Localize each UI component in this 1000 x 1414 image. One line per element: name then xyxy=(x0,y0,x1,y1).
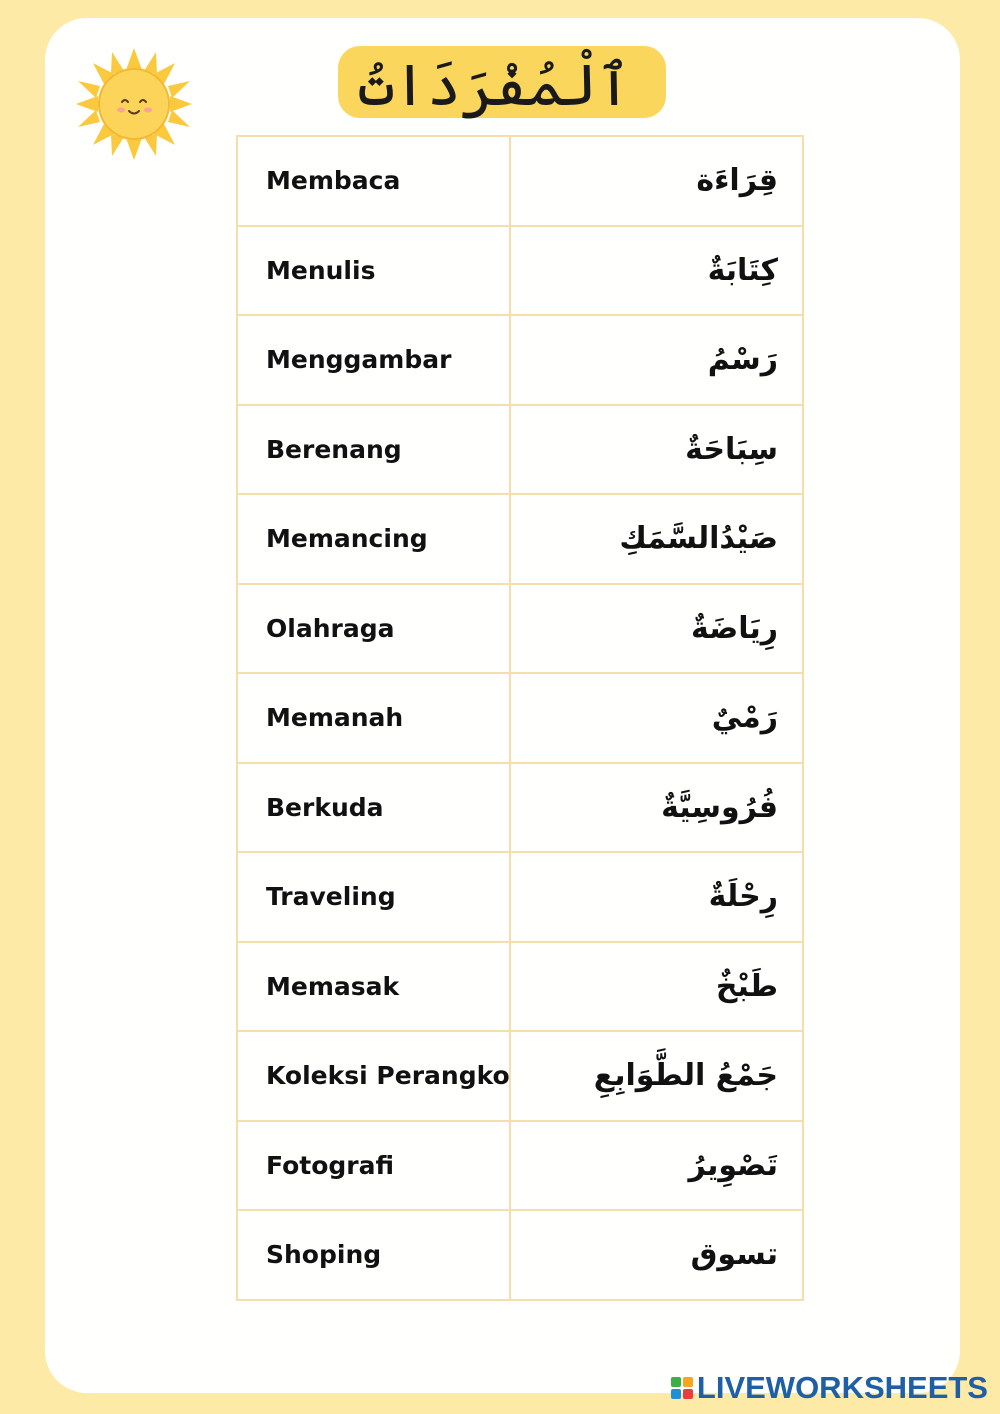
arabic-word: رِيَاضَةٌ xyxy=(510,584,803,674)
title-text: ٱلْمُفْرَدَاتُ xyxy=(359,51,631,119)
table-row xyxy=(237,1031,803,1121)
table-row xyxy=(237,136,803,226)
liveworksheets-logo-icon xyxy=(671,1377,693,1399)
latin-word: Berenang xyxy=(237,405,510,495)
table-row xyxy=(237,673,803,763)
arabic-word: تَصْوِيرُ xyxy=(510,1121,803,1211)
arabic-word: رَمْيٌ xyxy=(510,673,803,763)
arabic-word: طَبْخٌ xyxy=(510,942,803,1032)
latin-word: Menulis xyxy=(237,226,510,316)
arabic-word: فُرُوسِيَّةٌ xyxy=(510,763,803,853)
arabic-word: صَيْدُالسَّمَكِ xyxy=(510,494,803,584)
arabic-word: سِبَاحَةٌ xyxy=(510,405,803,495)
table-row xyxy=(237,942,803,1032)
table-row xyxy=(237,1210,803,1300)
watermark-text: LIVEWORKSHEETS xyxy=(696,1370,988,1405)
latin-word: Memasak xyxy=(237,942,510,1032)
latin-word: Menggambar xyxy=(237,315,510,405)
table-row xyxy=(237,405,803,495)
latin-word: Olahraga xyxy=(237,584,510,674)
vocabulary-table xyxy=(236,135,804,1301)
table-row xyxy=(237,763,803,853)
latin-word: Berkuda xyxy=(237,763,510,853)
latin-word: Memanah xyxy=(237,673,510,763)
arabic-word: رَسْمُ xyxy=(510,315,803,405)
liveworksheets-watermark[interactable] xyxy=(671,1370,988,1406)
table-row xyxy=(237,494,803,584)
table-row xyxy=(237,852,803,942)
latin-word: Shoping xyxy=(237,1210,510,1300)
arabic-word: كِتَابَةٌ xyxy=(510,226,803,316)
latin-word: Membaca xyxy=(237,136,510,226)
latin-word: Fotografi xyxy=(237,1121,510,1211)
table-row xyxy=(237,226,803,316)
sun-icon xyxy=(76,48,192,160)
arabic-word: جَمْعُ الطَّوَابِعِ xyxy=(510,1031,803,1121)
table-row xyxy=(237,1121,803,1211)
arabic-word: قِرَاءَة xyxy=(510,136,803,226)
table-row xyxy=(237,315,803,405)
table-row xyxy=(237,584,803,674)
latin-word: Traveling xyxy=(237,852,510,942)
arabic-word: رِحْلَةٌ xyxy=(510,852,803,942)
latin-word: Koleksi Perangko xyxy=(237,1031,510,1121)
arabic-word: تسوق xyxy=(510,1210,803,1300)
page-title xyxy=(290,40,700,130)
latin-word: Memancing xyxy=(237,494,510,584)
